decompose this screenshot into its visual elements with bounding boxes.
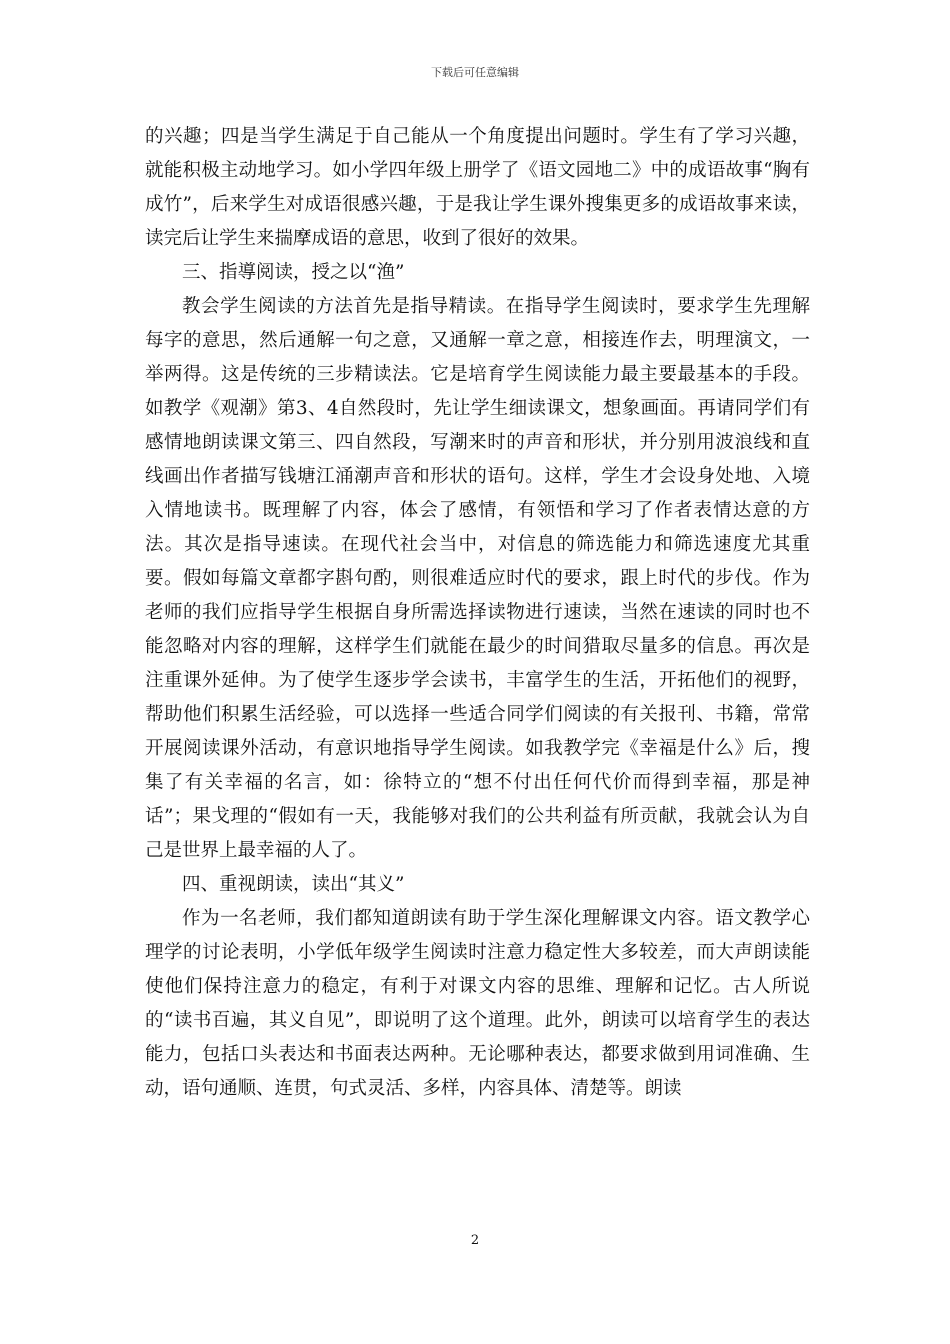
paragraph-continuation: 的兴趣；四是当学生满足于自己能从一个角度提出问题时。学生有了学习兴趣，就能积极主动地学习。如小学四年级上册学了《语文园地二》中的成语故事“胸有成竹”，后来学生对成语很感兴趣，于是我让学生课外搜集更多的成语故事来读，读完后让学生来揣摩成语的意思，收到了很好的效果。 bbox=[145, 126, 810, 249]
section-heading-4: 四、重视朗读，读出“其义” bbox=[182, 874, 405, 895]
section-heading-3: 三、指導阅读，授之以“渔” bbox=[182, 262, 405, 283]
paragraph-reading-aloud: 作为一名老师，我们都知道朗读有助于学生深化理解课文内容。语文教学心理学的讨论表明，小学低年级学生阅读时注意力稳定性大多较差，而大声朗读能使他们保持注意力的稳定，有利于对课文内容的思维、理解和记忆。古人所说的“读书百遍，其义自见”，即说明了这个道理。此外，朗读可以培育学生的表达能力，包括口头表达和书面表达两种。无论哪种表达，都要求做到用词准确、生动，语句通顺、连贯，句式灵活、多样，内容具体、清楚等。朗读 bbox=[145, 908, 810, 1099]
paragraph-reading-methods: 教会学生阅读的方法首先是指导精读。在指导学生阅读时，要求学生先理解每字的意思，然后通解一句之意，又通解一章之意，相接连作去，明理演文，一举两得。这是传统的三步精读法。它是培育学生阅读能力最主要最基本的手段。如教学《观潮》第3、4自然段时，先让学生细读课文，想象画面。再请同学们有感情地朗读课文第三、四自然段，写潮来时的声音和形状，并分别用波浪线和直线画出作者描写钱塘江涌潮声音和形状的语句。这样，学生才会设身处地、入境入情地读书。既理解了内容，体会了感情，有领悟和学习了作者表情达意的方法。其次是指导速读。在现代社会当中，对信息的筛选能力和筛选速度尤其重要。假如每篇文章都字斟句酌，则很难适应时代的要求，跟上时代的步伐。作为老师的我们应指导学生根据自身所需选择读物进行速读，当然在速读的同时也不能忽略对内容的理解，这样学生们就能在最少的时间猎取尽量多的信息。再次是注重课外延伸。为了使学生逐步学会读书，丰富学生的生活，开拓他们的视野，帮助他们积累生活经验，可以选择一些适合同学们阅读的有关报刊、书籍，常常开展阅读课外活动，有意识地指导学生阅读。如我教学完《幸福是什么》后，搜集了有关幸福的名言，如：徐特立的“想不付出任何代价而得到幸福，那是神话”；果戈理的“假如有一天，我能够对我们的公共利益有所贡献，我就会认为自己是世界上最幸福的人了。 bbox=[145, 296, 810, 861]
page-header: 下载后可任意编辑 bbox=[431, 66, 519, 79]
document-body bbox=[145, 120, 810, 1106]
page-number: 2 bbox=[470, 1233, 480, 1248]
